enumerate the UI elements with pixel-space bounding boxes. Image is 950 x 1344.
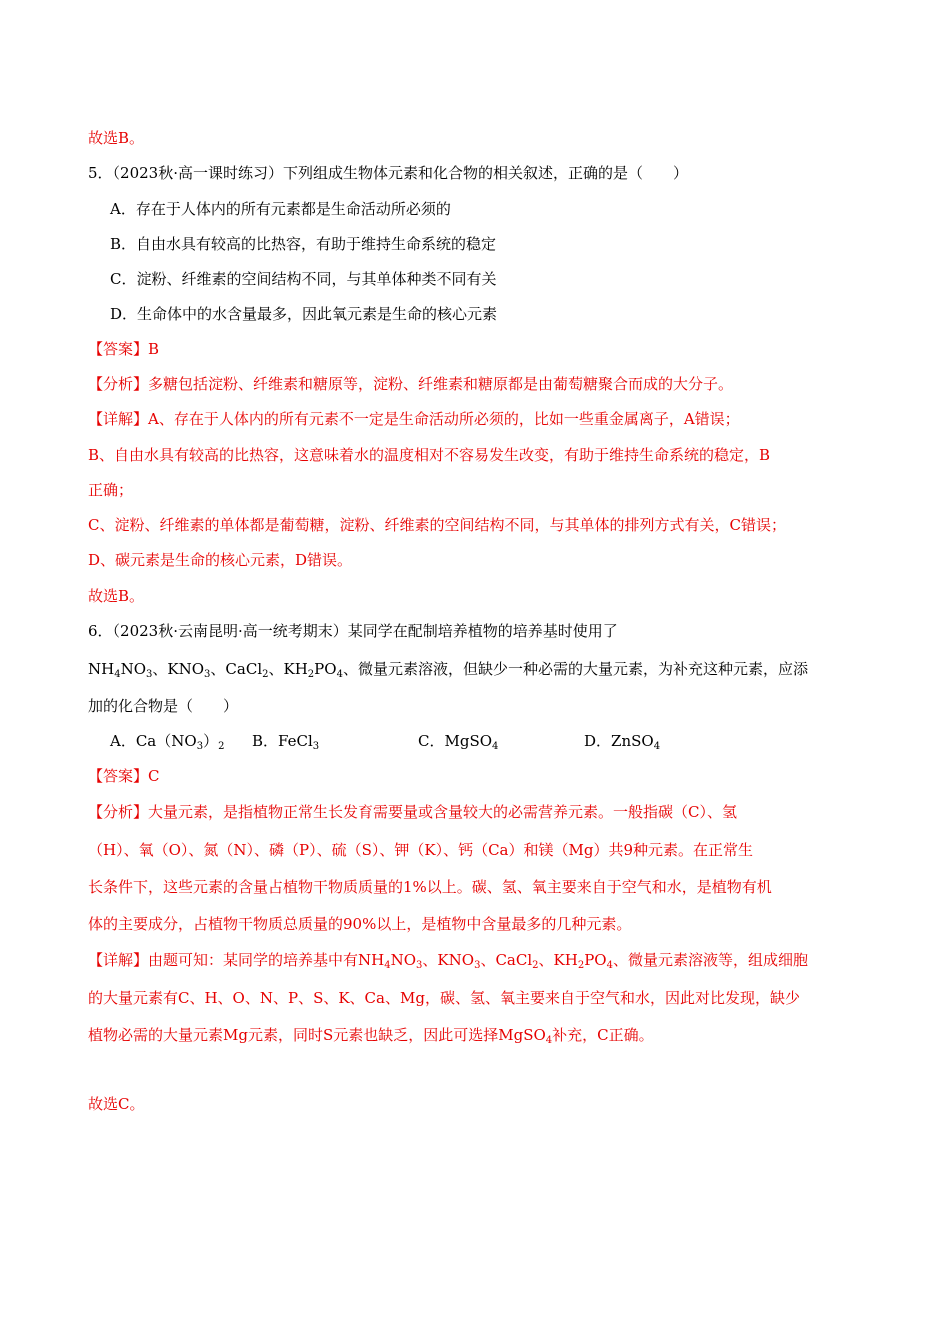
q5-option-c: C．淀粉、纤维素的空间结构不同，与其单体种类不同有关 (110, 270, 497, 288)
q5-detail-line-5: D、碳元素是生命的核心元素，D错误。 (88, 551, 353, 569)
q6-detail-line-2: 的大量元素有C、H、O、N、P、S、K、Ca、Mg，碳、氢、氧主要来自于空气和水，因此对比发现，缺少 (88, 989, 800, 1007)
q5-option-b: B．自由水具有较高的比热容，有助于维持生命系统的稳定 (110, 235, 497, 253)
q6-option-c: C．MgSO$_4$ (418, 732, 499, 752)
q5-detail-line-1 (88, 409, 740, 429)
detail-tag: 【详解】 (88, 951, 149, 969)
q5-option-a: A．存在于人体内的所有元素都是生命活动所必须的 (110, 200, 451, 218)
q5-option-d: D．生命体中的水含量最多，因此氧元素是生命的核心元素 (110, 305, 498, 323)
q5-analysis (88, 374, 733, 394)
q6-analysis-line-3: 长条件下，这些元素的含量占植物干物质质量的1%以上。碳、氢、氧主要来自于空气和水，是植物有机 (88, 878, 772, 896)
question-6-stem-line-2: $NH_4NO_3$、$KNO_3$、CaCl$_2$、$KH_2PO_4$、微量元素溶液，但缺少一种必需的大量元素，为补充这种元素，应添 (88, 660, 808, 680)
question-6-stem-line-3: 加的化合物是（ ） (88, 697, 239, 715)
question-6-stem-line-1: 6．（2023秋·云南昆明·高一统考期末）某同学在配制培养植物的培养基时使用了 (88, 622, 618, 640)
q5-detail-line-3: 正确； (88, 481, 134, 499)
q6-answer (88, 766, 160, 786)
analysis-text: 大量元素，是指植物正常生长发育需要量或含量较大的必需营养元素。一般指碳（C）、氢 (148, 803, 737, 821)
detail-tag: 【详解】 (88, 410, 149, 428)
q6-detail-line-1: 【详解】由题可知：某同学的培养基中有$NH_4NO_3$、$KNO_3$、CaCl$_2$、$KH_2PO_4$、微量元素溶液等，组成细胞 (88, 951, 808, 971)
q5-detail-line-2: B、自由水具有较高的比热容，这意味着水的温度相对不容易发生改变，有助于维持生命系统的稳定，B (88, 446, 771, 464)
analysis-tag: 【分析】 (88, 803, 149, 821)
previous-conclusion: 故选B。 (88, 129, 145, 147)
q5-detail-line-4: C、淀粉、纤维素的单体都是葡萄糖，淀粉、纤维素的空间结构不同，与其单体的排列方式有关，C错误； (88, 516, 786, 534)
q6-option-a: A．$Ca(NO_3)_2$ (110, 732, 225, 752)
detail-text: A、存在于人体内的所有元素不一定是生命活动所必须的，比如一些重金属离子，A错误； (148, 410, 740, 428)
answer-tag: 【答案】 (88, 767, 149, 785)
analysis-tag: 【分析】 (88, 375, 149, 393)
q6-analysis-line-1 (88, 802, 737, 822)
q6-analysis-line-2: （H）、氧（O）、氮（N）、磷（P）、硫（S）、钾（K）、钙（Ca）和镁（Mg）共9种元素。在正常生 (88, 841, 754, 859)
question-5-stem: 5．（2023秋·高一课时练习）下列组成生物体元素和化合物的相关叙述，正确的是（ ） (88, 164, 688, 182)
q5-answer (88, 339, 159, 359)
q5-conclusion: 故选B。 (88, 587, 145, 605)
answer-value: B (148, 340, 160, 358)
answer-tag: 【答案】 (88, 340, 149, 358)
q6-option-b: B．FeCl$_3$ (252, 732, 320, 752)
answer-value: C (148, 767, 160, 785)
q6-detail-line-3: 植物必需的大量元素Mg元素，同时S元素也缺乏，因此可选择MgSO$_4$补充，C正确。 (88, 1026, 654, 1046)
q6-option-d: D．ZnSO$_4$ (584, 732, 661, 752)
analysis-text: 多糖包括淀粉、纤维素和糖原等，淀粉、纤维素和糖原都是由葡萄糖聚合而成的大分子。 (148, 375, 734, 393)
q6-conclusion: 故选C。 (88, 1095, 145, 1113)
q6-analysis-line-4: 体的主要成分，占植物干物质总质量的90%以上，是植物中含量最多的几种元素。 (88, 915, 632, 933)
